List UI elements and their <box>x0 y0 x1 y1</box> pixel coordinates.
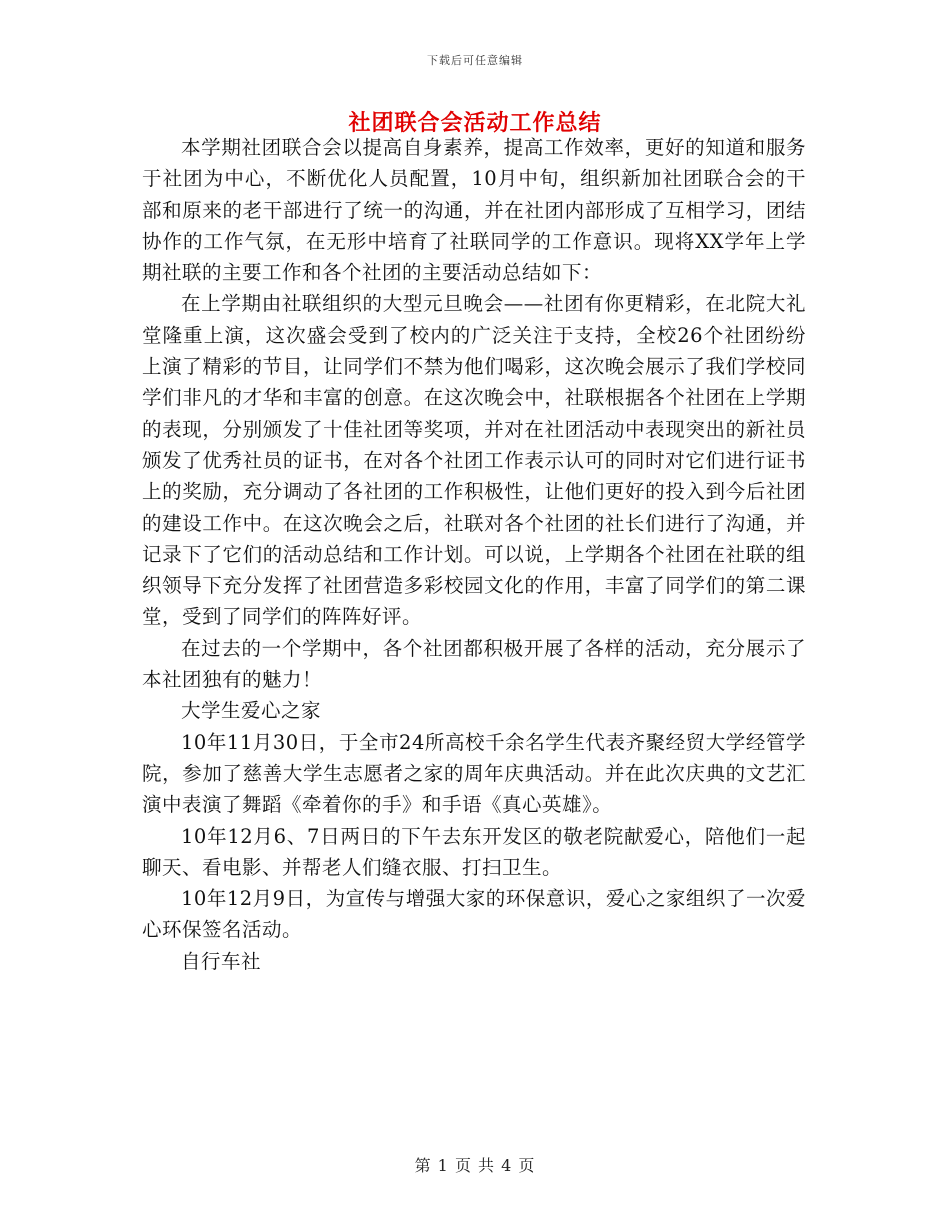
paragraph-anniversary-event: 10年11月30日，于全市24所高校千余名学生代表齐聚经贸大学经管学院，参加了慈善大学生志愿者之家的周年庆典活动。并在此次庆典的文艺汇演中表演了舞蹈《牵着你的手》和手语《真心英雄》。 <box>142 730 806 817</box>
section-heading-charity-home: 大学生爱心之家 <box>181 699 322 723</box>
paragraph-nursing-home-visit: 10年12月6、7日两日的下午去东开发区的敬老院献爱心，陪他们一起聊天、看电影、并帮老人们缝衣服、打扫卫生。 <box>142 824 806 879</box>
section-heading-cycling-club: 自行车社 <box>181 949 262 973</box>
paragraph-new-year-gala: 在上学期由社联组织的大型元旦晚会——社团有你更精彩，在北院大礼堂隆重上演，这次盛会受到了校内的广泛关注于支持，全校26个社团纷纷上演了精彩的节目，让同学们不禁为他们喝彩，这次晚会展示了我们学校同学们非凡的才华和丰富的创意。在这次晚会中，社联根据各个社团在上学期的表现，分别颁发了十佳社团等奖项，并对在社团活动中表现突出的新社员颁发了优秀社员的证书，在对各个社团工作表示认可的同时对它们进行证书上的奖励，充分调动了各社团的工作积极性，让他们更好的投入到今后社团的建设工作中。在这次晚会之后，社联对各个社团的社长们进行了沟通，并记录下了它们的活动总结和工作计划。可以说，上学期各个社团在社联的组织领导下充分发挥了社团营造多彩校园文化的作用，丰富了同学们的第二课堂，受到了同学们的阵阵好评。 <box>142 292 806 629</box>
document-title: 社团联合会活动工作总结 <box>348 110 602 136</box>
header-note: 下载后可任意编辑 <box>427 54 523 67</box>
paragraph-environment-signing: 10年12月9日，为宣传与增强大家的环保意识，爱心之家组织了一次爱心环保签名活动。 <box>142 887 806 942</box>
page-number: 第 1 页 共 4 页 <box>414 1156 536 1175</box>
paragraph-club-activities: 在过去的一个学期中，各个社团都积极开展了各样的活动，充分展示了本社团独有的魅力！ <box>142 636 806 692</box>
paragraph-intro: 本学期社团联合会以提高自身素养，提高工作效率，更好的知道和服务于社团为中心，不断优化人员配置，10月中旬，组织新加社团联合会的干部和原来的老干部进行了统一的沟通，并在社团内部形成了互相学习，团结协作的工作气氛，在无形中培育了社联同学的工作意识。现将XX学年上学期社联的主要工作和各个社团的主要活动总结如下： <box>142 136 806 285</box>
document-body <box>142 132 806 977</box>
